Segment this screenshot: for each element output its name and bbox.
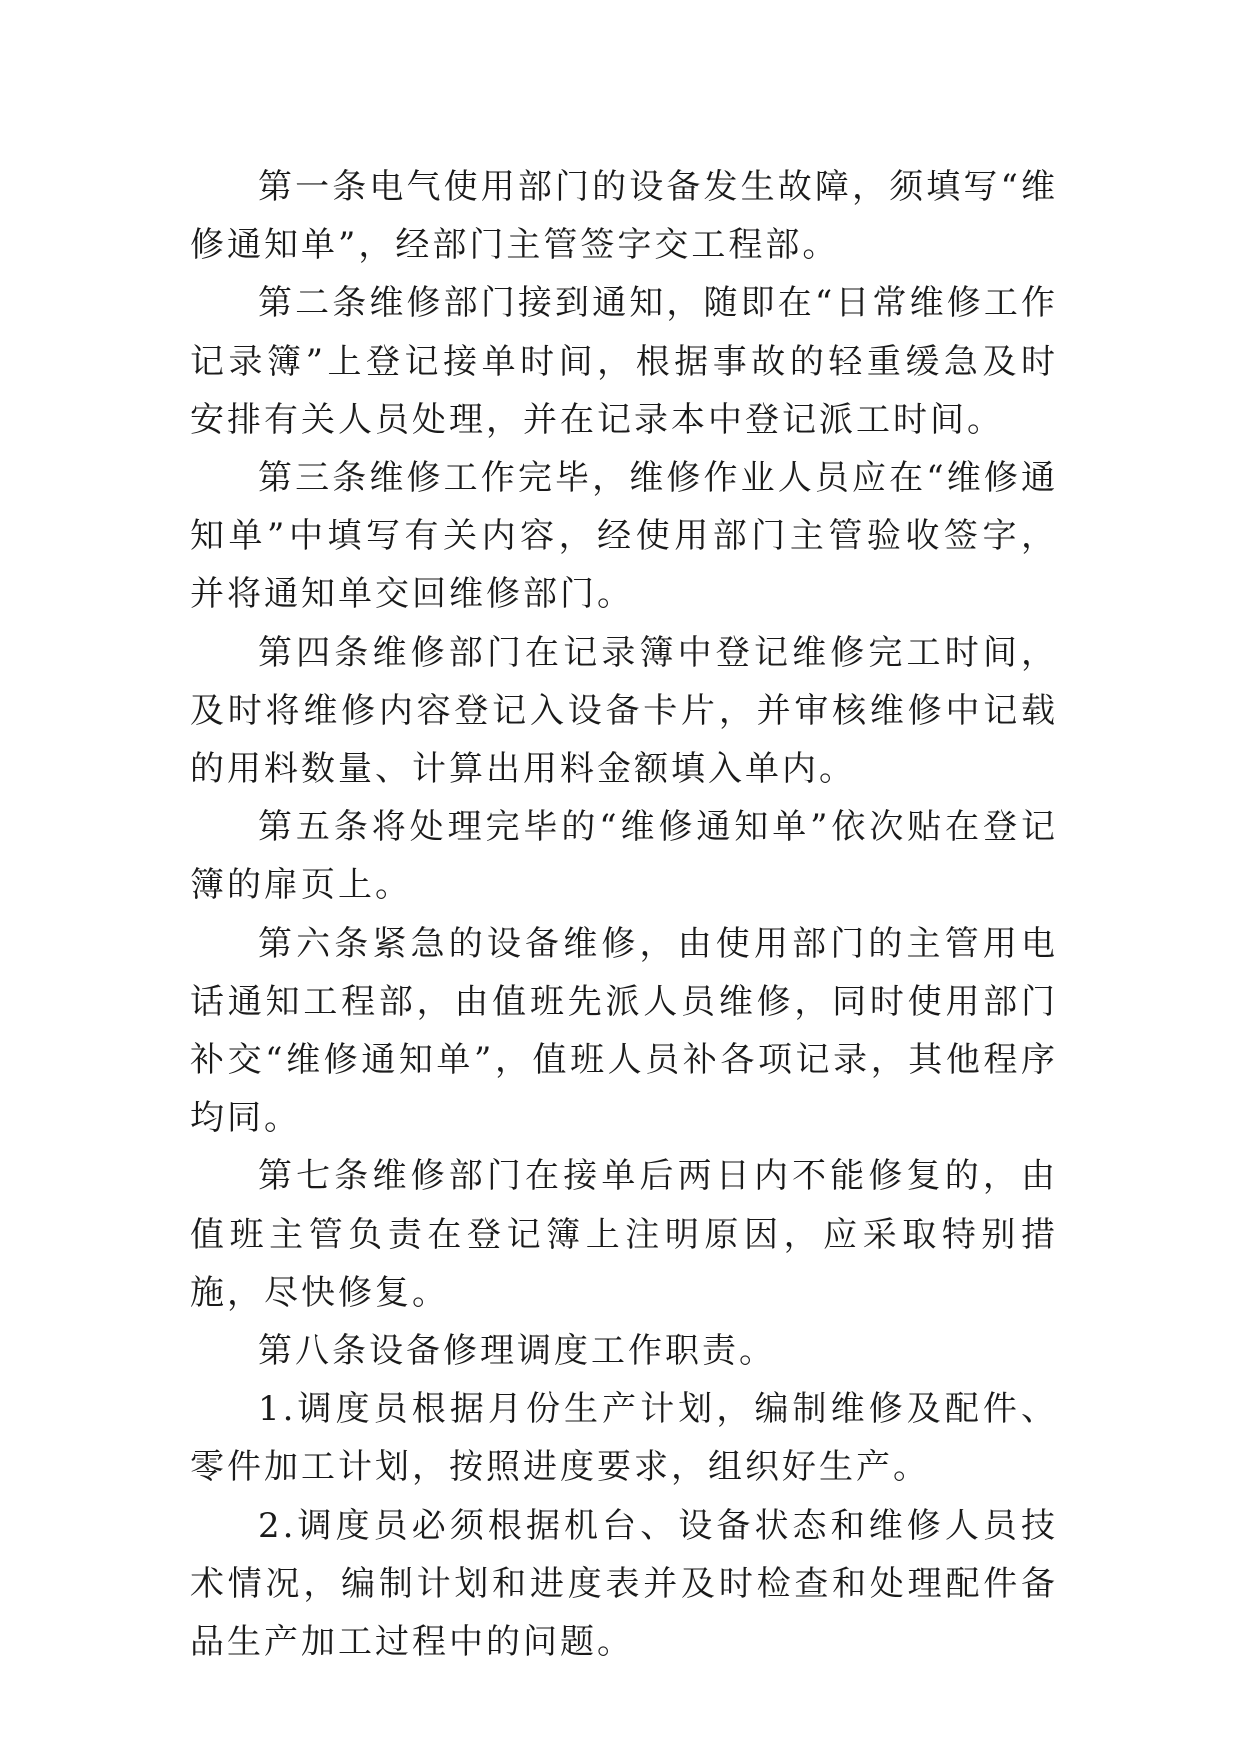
paragraph-article-7: 第七条维修部门在接单后两日内不能修复的，由值班主管负责在登记簿上注明原因，应采取特别措施，尽快修复。 (190, 1156, 1058, 1313)
paragraph-article-1: 第一条电气使用部门的设备发生故障，须填写“维修通知单”，经部门主管签字交工程部。 (190, 167, 1058, 266)
paragraph-item-2: 2.调度员必须根据机台、设备状态和维修人员技术情况，编制计划和进度表并及时检查和处理配件备品生产加工过程中的问题。 (190, 1505, 1058, 1663)
paragraph-article-2: 第二条维修部门接到通知，随即在“日常维修工作记录簿”上登记接单时间，根据事故的轻重缓急及时安排有关人员处理，并在记录本中登记派工时间。 (190, 283, 1058, 440)
paragraph-article-4: 第四条维修部门在记录簿中登记维修完工时间，及时将维修内容登记入设备卡片，并审核维修中记载的用料数量、计算出用料金额填入单内。 (190, 632, 1058, 790)
paragraph-article-5: 第五条将处理完毕的“维修通知单”依次贴在登记簿的扉页上。 (190, 807, 1058, 906)
paragraph-item-1: 1.调度员根据月份生产计划，编制维修及配件、零件加工计划，按照进度要求，组织好生产。 (190, 1389, 1058, 1488)
paragraph-article-6: 第六条紧急的设备维修，由使用部门的主管用电话通知工程部，由值班先派人员维修，同时使用部门补交“维修通知单”，值班人员补各项记录，其他程序均同。 (190, 923, 1058, 1139)
paragraph-article-8: 第八条设备修理调度工作职责。 (258, 1331, 776, 1372)
document-body (190, 158, 1058, 1671)
paragraph-article-3: 第三条维修工作完毕，维修作业人员应在“维修通知单”中填写有关内容，经使用部门主管验收签字，并将通知单交回维修部门。 (190, 458, 1058, 615)
